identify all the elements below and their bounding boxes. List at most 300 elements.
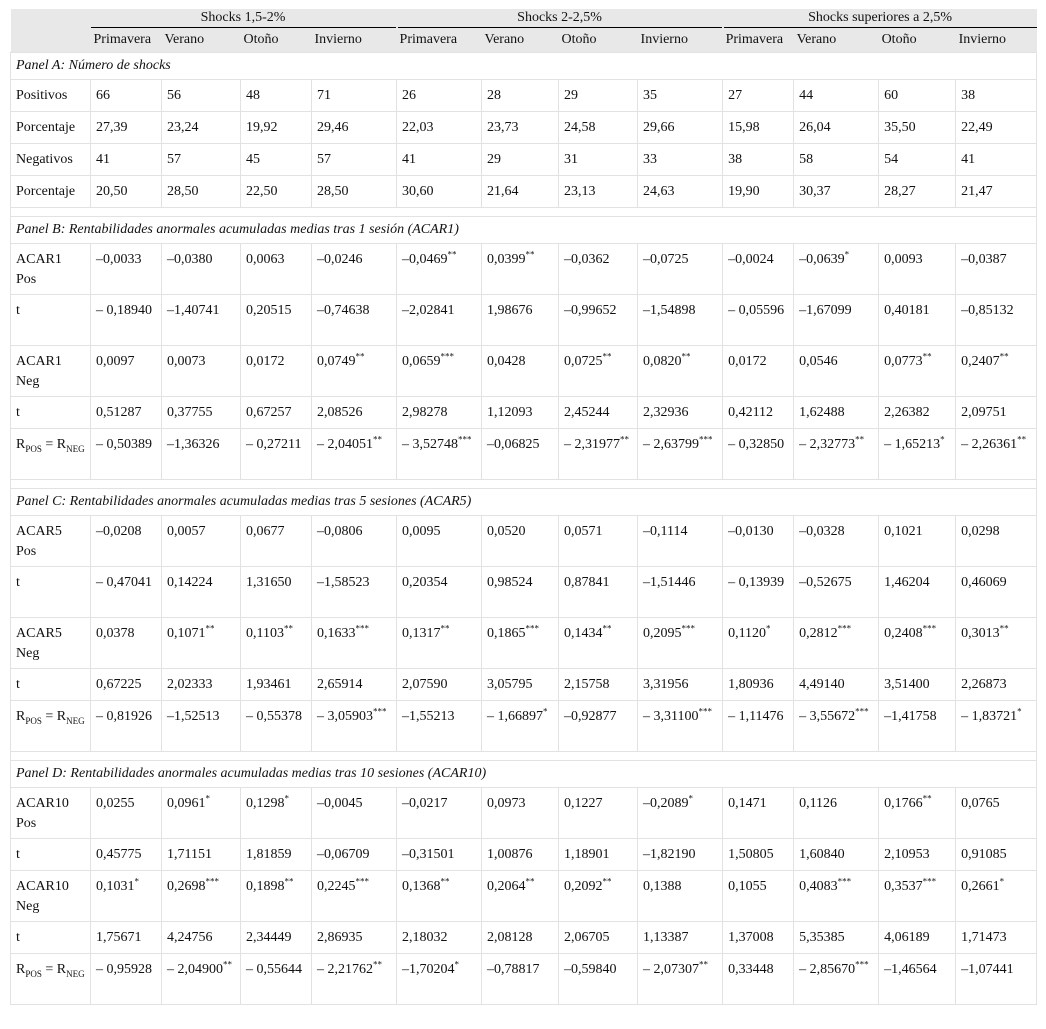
value-cell xyxy=(162,871,241,922)
separator-cell xyxy=(11,752,1037,761)
value-cell xyxy=(91,871,162,922)
cell-value: 0,20354 xyxy=(402,575,448,590)
row-label-text: ACAR1 Neg xyxy=(16,354,62,389)
row-label xyxy=(11,788,91,839)
row-label: $R_{POS} = R_{NEG}$ xyxy=(11,701,91,752)
value-cell xyxy=(482,954,559,1005)
row-label-text: t xyxy=(16,575,20,590)
cell-value: 5,35385 xyxy=(799,930,845,945)
value-cell xyxy=(956,701,1037,752)
value-cell xyxy=(397,669,482,701)
value-cell xyxy=(162,839,241,871)
value-cell xyxy=(879,618,956,669)
label-subscript: POS xyxy=(25,443,42,454)
cell-value: – 0,55644 xyxy=(246,962,302,977)
table-row xyxy=(11,669,1037,701)
value-cell xyxy=(559,669,638,701)
cell-value: 2,06705 xyxy=(564,930,610,945)
value-cell xyxy=(638,295,723,346)
value-cell xyxy=(559,922,638,954)
cell-value: 1,71473 xyxy=(961,930,1007,945)
value-cell xyxy=(723,176,794,208)
value-cell xyxy=(956,618,1037,669)
value-cell xyxy=(559,176,638,208)
value-cell xyxy=(879,922,956,954)
cell-value: –0,0024 xyxy=(728,252,774,267)
results-table xyxy=(10,9,1037,1005)
cell-value: 2,65914 xyxy=(317,677,363,692)
season-header: Invierno xyxy=(312,28,397,53)
cell-value: 0,2092 xyxy=(564,879,603,894)
value-cell xyxy=(162,669,241,701)
row-label-text: Porcentaje xyxy=(16,184,76,199)
season-header: Otoño xyxy=(559,28,638,53)
significance-marker: ** xyxy=(205,623,215,634)
value-cell xyxy=(162,112,241,144)
value-cell xyxy=(559,346,638,397)
value-cell xyxy=(397,397,482,429)
table-row xyxy=(11,244,1037,295)
value-cell xyxy=(397,346,482,397)
cell-value: 0,2408 xyxy=(884,626,923,641)
cell-value: 2,98278 xyxy=(402,405,448,420)
panel-title: Panel C: Rentabilidades anormales acumuladas medias tras 5 sesiones (ACAR5) xyxy=(11,489,1037,516)
cell-value: –0,59840 xyxy=(564,962,617,977)
value-cell xyxy=(91,788,162,839)
row-label xyxy=(11,346,91,397)
value-cell xyxy=(91,80,162,112)
value-cell xyxy=(794,80,879,112)
value-cell xyxy=(312,295,397,346)
cell-value: –1,40741 xyxy=(167,303,220,318)
value-cell xyxy=(162,176,241,208)
value-cell xyxy=(879,346,956,397)
cell-value: –0,0217 xyxy=(402,796,448,811)
label-subscript: NEG xyxy=(66,968,85,979)
row-label: $R_{POS} = R_{NEG}$ xyxy=(11,429,91,480)
cell-value: 31 xyxy=(564,152,579,167)
significance-marker: *** xyxy=(837,876,852,887)
value-cell xyxy=(723,669,794,701)
cell-value: 0,1071 xyxy=(167,626,206,641)
cell-value: –0,92877 xyxy=(564,709,617,724)
value-cell xyxy=(241,144,312,176)
value-cell xyxy=(559,516,638,567)
significance-marker: *** xyxy=(355,876,369,887)
cell-value: 1,80936 xyxy=(728,677,774,692)
value-cell xyxy=(723,954,794,1005)
cell-value: 28 xyxy=(487,88,502,103)
significance-marker: * xyxy=(284,793,289,804)
value-cell xyxy=(723,429,794,480)
value-cell xyxy=(879,295,956,346)
table-body xyxy=(11,53,1037,1005)
panel-separator xyxy=(11,208,1037,217)
value-cell xyxy=(241,701,312,752)
value-cell xyxy=(879,871,956,922)
value-cell xyxy=(559,80,638,112)
row-label-text: t xyxy=(16,930,20,945)
panel-title-row xyxy=(11,489,1037,516)
cell-value: –0,06825 xyxy=(487,437,540,452)
value-cell xyxy=(638,516,723,567)
cell-value: –0,0208 xyxy=(96,524,142,539)
cell-value: 3,51400 xyxy=(884,677,930,692)
value-cell xyxy=(241,669,312,701)
cell-value: – 3,52748 xyxy=(402,437,459,452)
value-cell xyxy=(638,839,723,871)
value-cell xyxy=(162,80,241,112)
season-header: Verano xyxy=(794,28,879,53)
value-cell xyxy=(559,429,638,480)
cell-value: –0,52675 xyxy=(799,575,852,590)
value-cell xyxy=(794,295,879,346)
cell-value: – 3,31100 xyxy=(643,709,699,724)
value-cell xyxy=(559,701,638,752)
cell-value: –1,54898 xyxy=(643,303,696,318)
value-cell xyxy=(794,176,879,208)
significance-marker: *** xyxy=(922,623,937,634)
cell-value: – 2,04051 xyxy=(317,437,373,452)
row-label-text: ACAR10 Pos xyxy=(16,796,69,831)
cell-value: 0,20515 xyxy=(246,303,292,318)
significance-marker: ** xyxy=(283,623,293,634)
cell-value: 22,49 xyxy=(961,120,993,135)
significance-marker: ** xyxy=(699,959,709,970)
cell-value: 1,46204 xyxy=(884,575,930,590)
value-cell xyxy=(312,429,397,480)
value-cell xyxy=(879,669,956,701)
cell-value: 19,92 xyxy=(246,120,278,135)
value-cell xyxy=(312,871,397,922)
value-cell xyxy=(794,839,879,871)
cell-value: 0,2698 xyxy=(167,879,206,894)
cell-value: –1,55213 xyxy=(402,709,455,724)
cell-value: – 0,50389 xyxy=(96,437,152,452)
cell-value: 0,0172 xyxy=(728,354,767,369)
group-header-2: Shocks 2-2,5% xyxy=(397,9,723,28)
value-cell xyxy=(397,954,482,1005)
value-cell xyxy=(723,346,794,397)
row-label xyxy=(11,516,91,567)
significance-marker: ** xyxy=(440,623,450,634)
significance-marker: ** xyxy=(525,249,535,260)
cell-value: –0,0328 xyxy=(799,524,845,539)
cell-value: –0,99652 xyxy=(564,303,617,318)
value-cell xyxy=(241,516,312,567)
cell-value: 0,33448 xyxy=(728,962,774,977)
significance-marker: *** xyxy=(837,623,852,634)
row-label-text: Positivos xyxy=(16,88,68,103)
value-cell xyxy=(397,516,482,567)
value-cell xyxy=(794,144,879,176)
cell-value: – 0,47041 xyxy=(96,575,152,590)
value-cell xyxy=(397,112,482,144)
value-cell xyxy=(312,244,397,295)
cell-value: – 2,04900 xyxy=(167,962,223,977)
value-cell xyxy=(397,567,482,618)
value-cell xyxy=(241,429,312,480)
cell-value: 0,1126 xyxy=(799,796,838,811)
value-cell xyxy=(956,244,1037,295)
value-cell xyxy=(956,112,1037,144)
significance-marker: ** xyxy=(447,249,457,260)
value-cell xyxy=(162,244,241,295)
value-cell xyxy=(482,295,559,346)
significance-marker: ** xyxy=(223,959,232,970)
value-cell xyxy=(879,144,956,176)
row-label xyxy=(11,397,91,429)
value-cell xyxy=(879,567,956,618)
value-cell xyxy=(162,295,241,346)
value-cell xyxy=(956,429,1037,480)
value-cell xyxy=(482,144,559,176)
table-row xyxy=(11,871,1037,922)
cell-value: 2,34449 xyxy=(246,930,292,945)
cell-value: 58 xyxy=(799,152,814,167)
value-cell xyxy=(241,397,312,429)
cell-value: 1,50805 xyxy=(728,847,774,862)
cell-value: 0,0725 xyxy=(564,354,603,369)
cell-value: 0,0773 xyxy=(884,354,923,369)
cell-value: 3,31956 xyxy=(643,677,689,692)
value-cell xyxy=(482,922,559,954)
cell-value: 0,0428 xyxy=(487,354,526,369)
value-cell xyxy=(482,429,559,480)
label-base: R xyxy=(56,437,67,452)
cell-value: –0,74638 xyxy=(317,303,370,318)
value-cell xyxy=(312,80,397,112)
value-cell xyxy=(956,839,1037,871)
cell-value: 0,1368 xyxy=(402,879,441,894)
cell-value: 2,15758 xyxy=(564,677,610,692)
row-label-text: Porcentaje xyxy=(16,120,76,135)
value-cell xyxy=(794,112,879,144)
value-cell xyxy=(241,244,312,295)
cell-value: 0,98524 xyxy=(487,575,533,590)
table-row xyxy=(11,295,1037,346)
significance-marker: *** xyxy=(525,623,540,634)
value-cell xyxy=(397,922,482,954)
cell-value: –1,41758 xyxy=(884,709,937,724)
cell-value: –0,06709 xyxy=(317,847,370,862)
value-cell xyxy=(241,871,312,922)
value-cell xyxy=(956,176,1037,208)
value-cell xyxy=(723,397,794,429)
cell-value: 0,87841 xyxy=(564,575,610,590)
cell-value: 0,2661 xyxy=(961,879,1000,894)
cell-value: 0,46069 xyxy=(961,575,1007,590)
value-cell xyxy=(397,144,482,176)
significance-marker: *** xyxy=(922,876,937,887)
significance-marker: * xyxy=(454,959,460,970)
cell-value: 66 xyxy=(96,88,110,103)
cell-value: – 2,21762 xyxy=(317,962,373,977)
cell-value: 29 xyxy=(487,152,502,167)
value-cell xyxy=(956,295,1037,346)
value-cell xyxy=(91,429,162,480)
cell-value: 0,45775 xyxy=(96,847,142,862)
cell-value: –0,0033 xyxy=(96,252,142,267)
cell-value: 24,63 xyxy=(643,184,675,199)
cell-value: 0,0961 xyxy=(167,796,206,811)
cell-value: 2,45244 xyxy=(564,405,610,420)
cell-value: 28,50 xyxy=(167,184,199,199)
row-label xyxy=(11,80,91,112)
cell-value: 0,0063 xyxy=(246,252,285,267)
value-cell xyxy=(162,144,241,176)
season-header: Otoño xyxy=(241,28,312,53)
cell-value: 2,08526 xyxy=(317,405,363,420)
value-cell xyxy=(956,80,1037,112)
cell-value: 0,1865 xyxy=(487,626,526,641)
value-cell xyxy=(723,839,794,871)
value-cell xyxy=(559,618,638,669)
cell-value: – 0,81926 xyxy=(96,709,152,724)
value-cell xyxy=(638,567,723,618)
cell-value: 4,24756 xyxy=(167,930,213,945)
value-cell xyxy=(162,346,241,397)
cell-value: 56 xyxy=(167,88,181,103)
value-cell xyxy=(312,144,397,176)
cell-value: –0,1114 xyxy=(643,524,688,539)
row-label xyxy=(11,922,91,954)
cell-value: 0,1434 xyxy=(564,626,603,641)
label-base: R xyxy=(56,962,67,977)
value-cell xyxy=(879,80,956,112)
panel-title-row xyxy=(11,53,1037,80)
value-cell xyxy=(91,701,162,752)
cell-value: 15,98 xyxy=(728,120,760,135)
value-cell xyxy=(956,669,1037,701)
cell-value: 1,12093 xyxy=(487,405,533,420)
cell-value: 0,2064 xyxy=(487,879,526,894)
cell-value: 1,37008 xyxy=(728,930,774,945)
value-cell xyxy=(312,397,397,429)
separator-cell xyxy=(11,208,1037,217)
value-cell xyxy=(794,618,879,669)
value-cell xyxy=(241,112,312,144)
cell-value: –1,82190 xyxy=(643,847,696,862)
cell-value: –0,0806 xyxy=(317,524,363,539)
significance-marker: * xyxy=(688,793,694,804)
value-cell xyxy=(482,346,559,397)
cell-value: 0,1898 xyxy=(246,879,285,894)
label-subscript: POS xyxy=(25,968,42,979)
value-cell xyxy=(241,954,312,1005)
significance-marker: *** xyxy=(681,623,696,634)
cell-value: 0,0571 xyxy=(564,524,603,539)
cell-value: 4,06189 xyxy=(884,930,930,945)
value-cell xyxy=(482,701,559,752)
table-row xyxy=(11,516,1037,567)
value-cell xyxy=(794,397,879,429)
value-cell xyxy=(91,618,162,669)
value-cell xyxy=(794,429,879,480)
cell-value: 2,02333 xyxy=(167,677,213,692)
table-row xyxy=(11,397,1037,429)
cell-value: 41 xyxy=(961,152,976,167)
value-cell xyxy=(241,346,312,397)
value-cell xyxy=(312,567,397,618)
value-cell xyxy=(723,112,794,144)
cell-value: 21,47 xyxy=(961,184,993,199)
value-cell xyxy=(91,397,162,429)
cell-value: 71 xyxy=(317,88,331,103)
cell-value: 57 xyxy=(317,152,331,167)
value-cell xyxy=(794,244,879,295)
significance-marker: ** xyxy=(1017,434,1027,445)
panel-title-row xyxy=(11,761,1037,788)
value-cell xyxy=(482,839,559,871)
value-cell xyxy=(91,346,162,397)
value-cell xyxy=(241,839,312,871)
row-label-text: t xyxy=(16,303,20,318)
value-cell xyxy=(723,701,794,752)
cell-value: –1,36326 xyxy=(167,437,220,452)
table-row xyxy=(11,567,1037,618)
cell-value: –1,67099 xyxy=(799,303,852,318)
value-cell xyxy=(397,871,482,922)
cell-value: 0,0073 xyxy=(167,354,206,369)
cell-value: 28,50 xyxy=(317,184,349,199)
value-cell xyxy=(956,144,1037,176)
significance-marker: ** xyxy=(373,959,382,970)
cell-value: 27 xyxy=(728,88,743,103)
value-cell xyxy=(723,567,794,618)
value-cell xyxy=(397,429,482,480)
cell-value: 0,0765 xyxy=(961,796,1000,811)
significance-marker: * xyxy=(134,876,139,887)
cell-value: 0,0095 xyxy=(402,524,441,539)
row-label xyxy=(11,112,91,144)
value-cell xyxy=(162,397,241,429)
value-cell xyxy=(956,922,1037,954)
value-cell xyxy=(397,618,482,669)
cell-value: 1,71151 xyxy=(167,847,212,862)
value-cell xyxy=(879,788,956,839)
cell-value: 1,93461 xyxy=(246,677,292,692)
cell-value: –1,70204 xyxy=(402,962,455,977)
value-cell xyxy=(723,295,794,346)
value-cell xyxy=(241,618,312,669)
significance-marker: ** xyxy=(355,351,365,362)
cell-value: 57 xyxy=(167,152,181,167)
value-cell xyxy=(723,788,794,839)
value-cell xyxy=(312,112,397,144)
cell-value: 1,81859 xyxy=(246,847,292,862)
value-cell xyxy=(312,346,397,397)
value-cell xyxy=(312,922,397,954)
table-row xyxy=(11,618,1037,669)
value-cell xyxy=(723,618,794,669)
cell-value: –0,31501 xyxy=(402,847,455,862)
significance-marker: ** xyxy=(602,351,612,362)
season-header: Otoño xyxy=(879,28,956,53)
cell-value: –0,2089 xyxy=(643,796,689,811)
cell-value: 23,73 xyxy=(487,120,519,135)
cell-value: 2,08128 xyxy=(487,930,533,945)
cell-value: 0,37755 xyxy=(167,405,213,420)
cell-value: 0,0677 xyxy=(246,524,285,539)
value-cell xyxy=(638,922,723,954)
cell-value: 1,00876 xyxy=(487,847,533,862)
value-cell xyxy=(638,176,723,208)
value-cell xyxy=(638,112,723,144)
value-cell xyxy=(956,516,1037,567)
cell-value: 0,0172 xyxy=(246,354,285,369)
value-cell xyxy=(241,567,312,618)
